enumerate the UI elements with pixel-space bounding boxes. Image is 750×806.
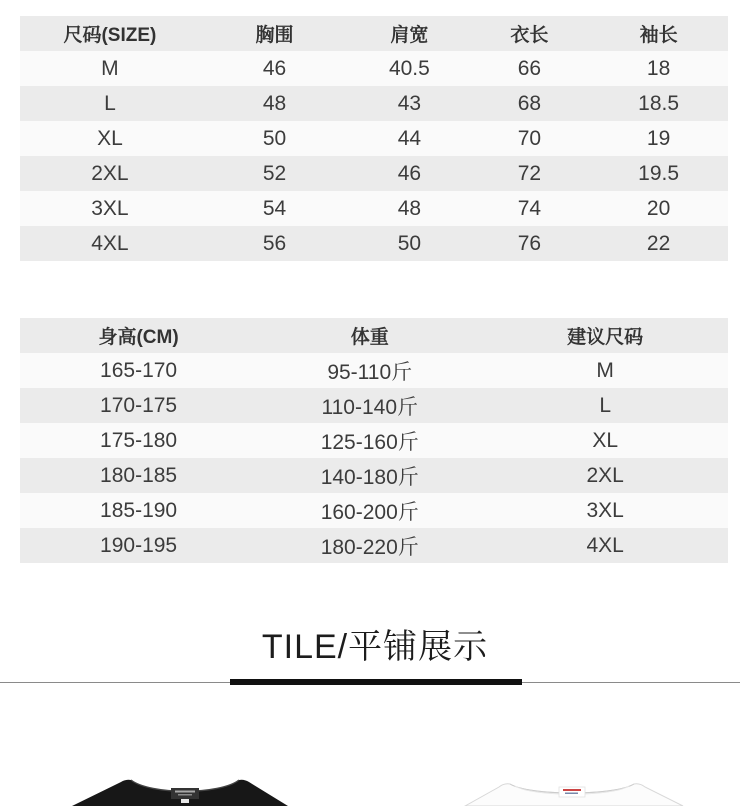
length-cell: 66: [517, 56, 542, 80]
column-header-suggested-size: 建议尺码: [567, 327, 644, 348]
height-cell: 180-185: [100, 463, 178, 487]
weight-cell: 180-220斤: [320, 535, 419, 559]
length-cell: 74: [517, 196, 542, 220]
divider-thick-bar: [230, 679, 522, 685]
shoulder-cell: 50: [397, 231, 422, 255]
weight-cell: 95-110斤: [327, 360, 413, 384]
size-chart-section: [20, 16, 728, 261]
chest-cell: 56: [262, 231, 287, 255]
shoulder-cell: 46: [397, 161, 422, 185]
column-header-length: 衣长: [510, 25, 549, 46]
chest-cell: 46: [262, 56, 287, 80]
size-cell: 3XL: [91, 196, 129, 220]
size-cell: 2XL: [91, 161, 129, 185]
table-row: [20, 121, 728, 156]
chest-cell: 50: [262, 126, 287, 150]
table-row: [20, 191, 728, 226]
weight-cell: 110-140斤: [321, 395, 418, 419]
shoulder-cell: 40.5: [388, 56, 430, 80]
column-header-sleeve: 袖长: [639, 25, 678, 46]
suggested-size-cell: XL: [592, 428, 618, 452]
sleeve-cell: 20: [646, 196, 671, 220]
column-header-shoulder: 肩宽: [390, 25, 429, 46]
size-cell: 4XL: [91, 231, 129, 255]
suggested-size-cell: 4XL: [586, 533, 624, 557]
size-cell: M: [101, 56, 119, 80]
table-row: [20, 86, 728, 121]
white-tshirt-image: [455, 777, 695, 806]
table-row: [20, 458, 728, 493]
table-row: [20, 423, 728, 458]
suggested-size-cell: M: [596, 358, 614, 382]
height-cell: 185-190: [100, 498, 178, 522]
fit-recommendation-table: [20, 318, 728, 563]
sleeve-cell: 22: [646, 231, 671, 255]
sleeve-cell: 19.5: [638, 161, 680, 185]
sleeve-cell: 19: [646, 126, 671, 150]
size-cell: XL: [97, 126, 123, 150]
length-cell: 76: [517, 231, 542, 255]
table-row: [20, 226, 728, 261]
shoulder-cell: 43: [397, 91, 422, 115]
weight-cell: 125-160斤: [320, 430, 419, 454]
table-row: [20, 493, 728, 528]
suggested-size-cell: L: [599, 393, 611, 417]
shoulder-cell: 48: [397, 196, 422, 220]
sleeve-cell: 18.5: [638, 91, 680, 115]
size-cell: L: [104, 91, 116, 115]
chest-cell: 54: [262, 196, 287, 220]
table-row: [20, 353, 728, 388]
chest-cell: 52: [262, 161, 287, 185]
table-header-row: [20, 318, 728, 353]
length-cell: 72: [517, 161, 542, 185]
fit-recommendation-section: [20, 318, 728, 563]
column-header-chest: 胸围: [255, 25, 294, 46]
section-divider: [0, 679, 750, 687]
height-cell: 190-195: [100, 533, 178, 557]
black-tshirt-image: [55, 771, 305, 806]
weight-cell: 160-200斤: [320, 500, 419, 524]
chest-cell: 48: [262, 91, 287, 115]
suggested-size-cell: 3XL: [586, 498, 624, 522]
length-cell: 70: [517, 126, 542, 150]
table-header-row: [20, 16, 728, 51]
height-cell: 175-180: [100, 428, 178, 452]
weight-cell: 140-180斤: [320, 465, 419, 489]
table-row: [20, 388, 728, 423]
table-row: [20, 51, 728, 86]
table-row: [20, 528, 728, 563]
height-cell: 165-170: [100, 358, 178, 382]
suggested-size-cell: 2XL: [586, 463, 624, 487]
column-header-height: 身高(CM): [98, 327, 179, 348]
column-header-size: 尺码(SIZE): [63, 25, 157, 46]
column-header-weight: 体重: [350, 327, 389, 348]
height-cell: 170-175: [100, 393, 178, 417]
length-cell: 68: [517, 91, 542, 115]
sleeve-cell: 18: [646, 56, 671, 80]
shoulder-cell: 44: [397, 126, 422, 150]
size-chart-table: [20, 16, 728, 261]
section-title: TILE/平铺展示: [261, 628, 489, 666]
table-row: [20, 156, 728, 191]
